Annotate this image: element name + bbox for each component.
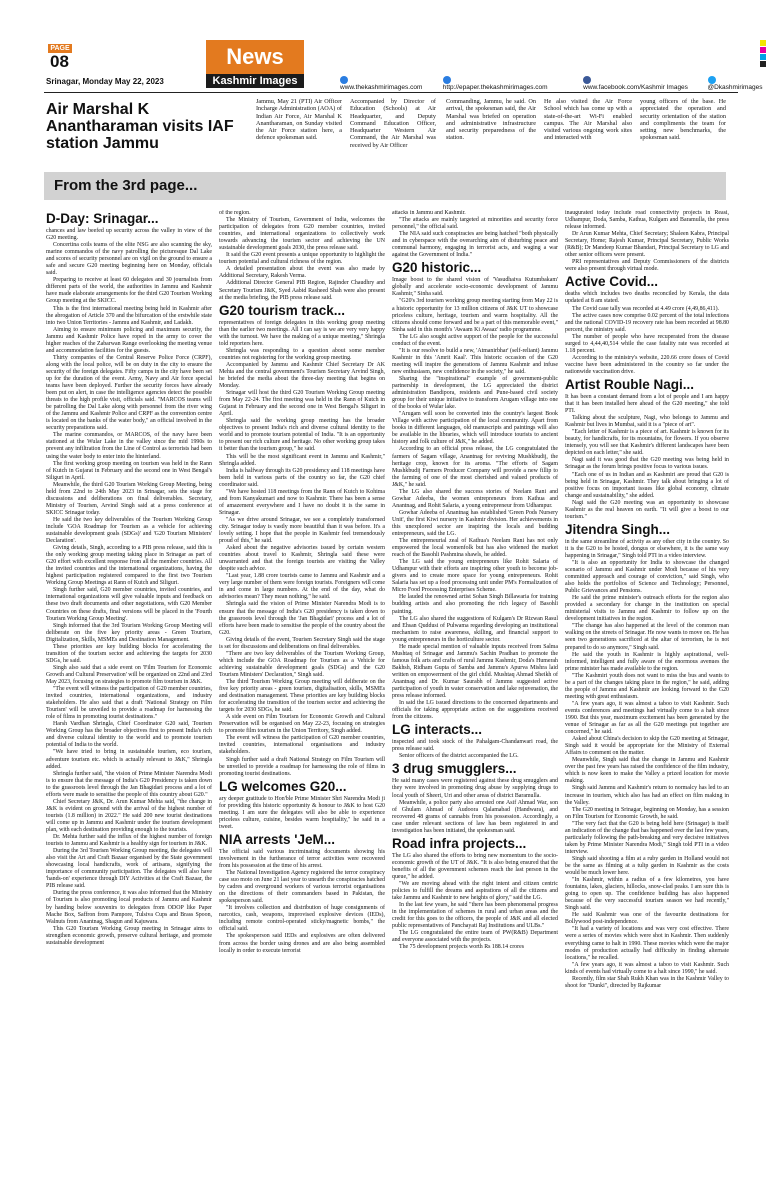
paragraph: Dr. Mehta further said the influx of the highest number of foreign tourists to Jammu and Kashmir is a healthy sign for tourism in J&K. (46, 834, 212, 848)
paragraph: The LG also shared the efforts to bring new momentum to the socio-economic growth of the UT of J&K. "It is also being ensured that the benefits of all the government schemes reach the last person in the queue," he added. (392, 852, 558, 880)
paragraph: In the last few years, he said "there has been phenomenal progress in the implementation of schemes in rural and urban areas and the credit for this goes to the officers, the people of J&K and all elected public representatives of Panchayati Raj Institutions and ULBs." (392, 902, 558, 930)
paragraph: Singh said Jammu and Kashmir's return to normalcy has led to an increase in tourism, which also has had an effect on film making in the Valley. (565, 785, 729, 806)
paragraph: He said the two key deliverables of the Tourism Working Group include 'GOA Roadmap for Tourism as a vehicle for achieving sustainable development goals (SDGs)' and 'G20 Tourism Ministers' Declaration'. (46, 516, 212, 545)
publication-name: Kashmir Images (206, 74, 304, 88)
paragraph: In said the LG issued directions to the concerned departments and officials for taking appropriate action on the suggestions received from the citizens. (392, 700, 558, 721)
paragraph: Thirty companies of the Central Reserve Police Force (CRPF), along with the local police, will be on duty in the city to ensure the security of the foreign delegates. Fifty camps in the city have been set up for the duration of the event. Army, Navy and Air force special teams have been deployed. Further the security forces have already been put on alert, in case the intelligence agencies detect the possible threats to the high profile visit, officials said. "MARCOS teams will be patrolling the Dal Lake along with personnel from the river wing of the Jammu and Kashmir Police and CRPF as the convention centre is located on the banks of the water body," an official involved in the security preparations said. (46, 354, 212, 432)
top-story-col4: He also visited the Air Force School which has come up with a state-of-the-art Wi-Fi enabled campus. The Air Marshal also visited various ongoing work sites and interacted with (544, 98, 632, 142)
paragraph: Nagi said the G20 meeting was an opportunity to showcase Kashmir as the real heaven on earth. "It will give a boost to our tourism." (565, 499, 729, 520)
paragraph: The National Investigation Agency registered the terror conspiracy case suo moto on June 21 last year to unearth the conspiracies hatched by cadres and overground workers of various terrorist organisations on the directions of their commanders based in Pakistan, the spokesperson said. (219, 870, 385, 905)
paragraph: The LG also shared the success stories of Neelam Rani and Gowhar Adeeba, the women entrepreneurs from Kathua and Anantnag, and Rohit Salaria, a young entrepreneur from Udhampur. (392, 488, 558, 509)
section-band (44, 172, 726, 200)
paragraph: chances and law beefed up security across the valley in view of the G20 meeting. (46, 228, 212, 242)
paragraph: He said Kashmir was one of the favourite destinations for Bollywood post-independence. (565, 912, 729, 926)
paragraph: Singh further said a draft National Strategy on Film Tourism will be unveiled to provide a roadmap for harnessing the role of films in promoting tourist destinations. (219, 756, 385, 777)
paragraph: Image boost to the shared vision of 'Vasudhaiva Kutumbakam' globally and accelerate socio-economic development of Jammu Kashmir," Sinha said. (392, 277, 558, 298)
paragraph: The entrepreneurial zeal of Kathua's Neelam Rani has not only empowered the local womenfolk but has also widened the market reach of the Basohli Pashmina shawls, he added. (392, 538, 558, 559)
paragraph: The G20 meeting in Srinagar, beginning on Monday, has a session on Film Tourism for Economic Growth, he said. (565, 806, 729, 820)
article-headline: LG interacts... (392, 722, 483, 738)
paragraph: Giving details of the event, Tourism Secretary Singh said the stage is set for discussions and deliberations on final deliverables. (219, 636, 385, 650)
article-headline: NIA arrests 'JeM... (219, 831, 336, 847)
section-band-title: From the 3rd page... (54, 177, 198, 194)
paragraph: Shringla said the vision of Prime Minister Narendra Modi is to ensure that the message of India's G20 presidency is taken down to the grassroots level through the 'Jan Bhagidari' process and a lot of efforts have been made to sensitise the people of the country about the G20. (219, 601, 385, 636)
paragraph: Additional Director General PIB Region, Rajinder Chaudhry and Secretary Tourism J&K, Syed Aabid Rasheed Shah were also present at the media briefing, the PIB press release said. (219, 280, 385, 301)
section-logo (206, 40, 304, 94)
globe-icon (443, 76, 451, 84)
top-story-col3: Commanding, Jammu, he said. On arrival, the spokesman said, the Air Marshal was briefed on operation and administrative infrastructure and security preparedness of the station. (446, 98, 536, 142)
paragraph: According to an official press release, the LG congratulated the farmers of Sagam village, Anantnag for reviving Mushkbudij, the heritage crop, known for its aroma. "The efforts of Sagam Mushkbudij Farmers Producer Company will provide a new fillip to the farming of one of the most cherished and valued products of J&K," he said. (392, 446, 558, 488)
paragraph: During the press conference, it was also informed that the Ministry of Tourism is also promoting local products of Jammu and Kashmir by handing below souvenirs to delegates from ODOP like Paper Mache Box, Saffron from Pampore, Tulsiva Cups and Brass Spoon, Walnuts from Anantnag, Shagun and Kajuwara. (46, 890, 212, 925)
paragraph: He said the prime minister's outreach efforts for the region also provided a secondary for change in the institution on special ministerial visits to Jammu and Kashmir to follow up on the development initiatives in the region. (565, 595, 729, 623)
paragraph: Singh informed that the 3rd Tourism Working Group Meeting will deliberate on the five key priority areas - Green Tourism, Digitalization, Skills, MSMEs and Destination Management. (46, 622, 212, 643)
paragraph: The LG also shared the suggestions of Kulgam's Dr Rizwan Rasul and Ehsan Quddusi of Pulwama regarding developing an institutional mechanism to raise awareness, skilling, and financial support to young entrepreneurs in the horticulture sector. (392, 615, 558, 643)
paragraph: He said the youth in Kashmir is highly aspirational, well-informed, intelligent and fully aware of the enormous avenues the prime minister has made available to the region. (565, 651, 729, 672)
globe-icon (340, 76, 348, 84)
paragraph: "The attacks are mainly targeted at minorities and security force personnel," the official said. (392, 217, 558, 231)
paragraph: This G20 Tourism Working Group meeting in Srinagar aims to strengthen economic growth, preserve cultural heritage, and promote sustainable development (46, 925, 212, 946)
paragraph: "G20's 3rd tourism working group meeting starting from May 22 is a historic opportunity for 13 million citizens of J&K UT to showcase priceless culture, heritage, tourism and warm hospitality. All the citizens should come forward and be a part of this memorable event," Sinha said in this month's 'Awaam Ki Awaaz' radio programme. (392, 298, 558, 333)
paragraph: "It had a variety of locations and was very cost effective. There were a series of movies which were shot in Kashmir. Then suddenly everything came to halt in 1990. These movies which were the major modes of production actually had difficulty in finding alternate locations," he recalled. (565, 926, 729, 961)
paragraph: The NIA said such conspiracies are being hatched "both physically and in cyberspace with the overarching aim of disturbing peace and communal harmony, engaging in terrorist acts, and waging a war against the Government of India." (392, 231, 558, 259)
paragraph: Nagi said it was good that the G20 meeting was being held in Srinagar as the forum brings positive focus to various issues. (565, 457, 729, 471)
paragraph: He made special mention of valuable inputs received from Salma Mushtaq of Srinagar and Jammu's Sachin Pradhan to promote the famous folk arts and crafts of rural Jammu Kashmir, Doda's Humerah Bakhsh, Ridham Gupta of Samba and Jammu's Apurva Mishra laid written on empowerment of the girl child. Mushtaq Ahmad Sheikh of Anantnag and Dr. Kumar Saurabh of Jammu suggested active participation of youth in water conservation and lake rejuvenation, the press release informed. (392, 643, 558, 700)
article-headline: Road infra projects... (392, 835, 527, 851)
paragraph: It said the G20 event presents a unique opportunity to highlight the tourism potential and cultural richness of the region. (219, 252, 385, 266)
article-headline: G20 historic... (392, 260, 482, 276)
issue-date: Srinagar, Monday May 22, 2023 (46, 77, 164, 86)
article-headline: 3 drug smugglers... (392, 761, 517, 777)
paragraph: A detailed presentation about the event was also made by Additional Secretary, Rakesh Verma. (219, 266, 385, 280)
header-rule (44, 92, 738, 93)
paragraph: During the 3rd Tourism Working Group meeting, the delegates will also visit the Art and Craft Bazaar organised by the State government showcasing local handicrafts, work of artisans, signifying the importance of community participation. The delegates will also have 'hands-on' experience through DIY Activities at the Craft Bazaar, the PIB release said. (46, 848, 212, 890)
paragraph: Senior officers of the district accompanied the LG. (399, 753, 519, 760)
paragraph: Preparing to receive at least 60 delegates and 30 journalists from different parts of the world, the authorities in Jammu and Kashmir have made elaborate arrangements for the third G20 Tourism Working Group meeting at the SKICC. (46, 277, 212, 305)
color-registration-marks (760, 40, 768, 68)
paragraph: "We have tried to bring in sustainable tourism, eco tourism, adventure tourism etc. which is actually relevant to J&K," Shringla added. (46, 749, 212, 770)
paragraph: "A few years ago, it was almost a taboo to visit Kashmir. Such events conferences and meetings had virtually come to a halt since 1990. But this year, maximum excitement has been generated by the venue of Srinagar as far as all the G20 meetings put together are concerned," he said. (565, 700, 729, 736)
paragraph: The event will witness the participation of G20 member countries, invited countries, international organisations and industry stakeholders. (219, 735, 385, 756)
paragraph: The official said various incriminating documents showing his involvement in the furtherance of terror activities were recovered from his possession at the time of his arrest. (219, 848, 385, 869)
masthead (0, 0, 770, 92)
paragraph: "Arugam will soon be converted into the country's largest Book Village with active participation of the local community. Apart from books in different languages, old manuscripts and paintings will also be available in the libraries, which will introduce tourists to ancient history and folk culture of J&K," he added. (392, 411, 558, 446)
paragraph: The marine commandos, or MARCOS, of the navy have been stationed at the Wular Lake in the valley since the mid 1990s to prevent any infiltration from the Line of Control as terrorists had been using the water body to enter into the hinterland. (46, 432, 212, 460)
paragraph: "As we drive around Srinagar, we see a completely transformed city. Srinagar today is vastly more beautiful than it was before. It's a lovely setting. I hope that the people in Kashmir feel tremendously proud of this," he said. (219, 516, 385, 545)
paragraph: inspected and took stock of the Pahalgam-Chandanwari road, the press release said. (392, 739, 558, 753)
paragraph: in the same streamline of activity as any other city in the country. So it is the G20 to be hosted, dongus or elsewhere, it is the same way happening in Srinagar," Singh told PTI in a video interview. (565, 538, 729, 559)
paragraph: of the region. (219, 210, 251, 216)
paragraph: ary deeper gratitude to Hon'ble Prime Minister Shri Narendra Modi ji for providing this historic opportunity & honour to J&K to host G20 meeting. I am sure the delegates will also be able to experience priceless culture, cuisine, besides warm hospitality," he said in a tweet. (219, 795, 385, 830)
article-headline: LG welcomes G20... (219, 778, 347, 794)
paragraph: Meanwhile, a police party also arrested one Asif Ahmad War, son of Ghulam Ahmad of Audoora Qalamabad (Handwara), and recovered 48 grams of cannabis from his possession. Accordingly, a case under relevant sections of law has been registered in and investigation has been initiated, the spokesman said. (392, 799, 558, 834)
paragraph: Talking about the sculpture, Nagi, who belongs to Jammu and Kashmir but lives in Mumbai, said it is a "piece of art". (565, 415, 729, 429)
paragraph: Shringla further said, "the vision of Prime Minister Narendra Modi is to ensure that the message of India's G20 Presidency is taken down to the grassroots level through the Jan Bhagidari process and a lot of efforts were made to sensitise the people of this country about G20." (46, 770, 212, 798)
paragraph: The LG congratulated the entire team of PW(R&B) Department and everyone associated with the projects. (392, 930, 558, 944)
top-story-headline-block (46, 101, 260, 152)
column-4 (565, 210, 729, 1170)
paragraph: The LG said the young entrepreneurs like Rohit Salaria of Udhampur with their efforts are inspiring other youth to become job-givers and to create more space for young entrepreneurs. Rohit Salaria has set up a food processing unit under PM's Formalization of Micro Food Processing Enterprises Scheme. (392, 559, 558, 594)
paragraph: Recently, film star Shah Rukh Khan was in the Kashmir Valley to shoot for "Dunki", directed by Rajkumar (565, 975, 729, 989)
paragraph: Srinagar will host the third G20 Tourism Working Group meeting from May 22-24. The first meeting was held in the Rann of Kutch in Gujarat in February and the second one in West Bengal's Siliguri in April. (219, 390, 385, 418)
paragraph: This will be the most significant event in Jammu and Kashmir," Shringla added. (219, 453, 385, 467)
paragraph: This is the first international meeting being held in Kashmir after the abrogation of Article 370 and the bifurcation of the erstwhile state into two Union Territories - Jammu and Kashmir, and Ladakh. (46, 305, 212, 326)
paragraph: Singh also said that a side event on 'Film Tourism for Economic Growth and Cultural Preservation' will be organized on 22nd and 23rd May 2023, focusing on strategies to promote film tourism in J&K. (46, 664, 212, 685)
paragraph: Singh said shooting a film at a ruby garden in Holland would not be the same as filming at a tulip garden in Kashmir as the costs would be much lower here. (565, 855, 729, 877)
paragraph: "A few years ago, it was almost a taboo to visit Kashmir. Such kinds of events had virtually come to a halt since 1990," he said. (565, 961, 729, 975)
epaper-link[interactable]: http://epaper.thekashmirimages.com (443, 76, 553, 91)
article-headline: Artist Rouble Nagi... (565, 376, 695, 392)
paragraph: The LG also sought active support of the people for the successful conduct of the event. (392, 333, 558, 347)
paragraph: "The very fact that the G20 is being held here (Srinagar) is itself an indication of the change that has happened over the last few years, particularly following the path-breaking and very decisive initiatives taken by Prime Minister Narendra Modi," Singh told PTI in a video interview. (565, 820, 729, 855)
paragraph: "It is our resolve to build a new, 'Atmanirbhar' (self-reliant) Jammu Kashmir in this 'Amrit Kaal'. This historic occasion of the G20 meeting will inspire the generations of Jammu Kashmir and infuse new enthusiasm, new confidence in the society," he said. (392, 347, 558, 375)
column-3 (392, 210, 558, 1170)
article-headline: Active Covid... (565, 274, 659, 290)
paragraph: "Last year, 1.88 crore tourists came to Jammu and Kashmir and a very large number of them were foreign tourists. Foreigners will come in and come in large numbers. At the end of the day, what do advisories mean? They mean nothing," he said. (219, 573, 385, 601)
paragraph: Aiming to ensure minimum policing and maximum security, the Jammu and Kashmir Police have roped in the army to cover the higher reaches of the Zabarwan Range overlooking the meeting venue and accommodation facilities for the guests. (46, 326, 212, 354)
column-1 (46, 210, 212, 1170)
paragraph: He lauded the renowned artist Sohan Singh Billawaria for training budding artists and also promoting the rich legacy of Basohli painting. (392, 594, 558, 615)
paragraph: "In Kashmir, within a radius of a few kilometres, you have fountains, lakes, glaciers, hillocks, snow-clad peaks. I am sure this is going to open up. The confidence building has also happened because of the very successful tourism season we had recently," Singh said. (565, 877, 729, 912)
twitter-link[interactable]: @Dkashmirimages (708, 76, 770, 91)
paragraph: inaugurated today include road connectivity projects in Reasi, Udhampur, Doda, Samba, Kathua, Kulgam and Baramulla, the press release informed. (565, 210, 729, 231)
paragraph: Asked about China's decision to skip the G20 meeting at Srinagar, Singh said it would be appropriate for the Ministry of External Affairs to comment on the matter. (565, 736, 729, 757)
paragraph: Meanwhile, the third G20 Tourism Working Group Meeting, being held from 22nd to 24th May 2023 in Srinagar, sets the stage for discussions and deliberations on final deliverables. Secretary, Ministry of Tourism, Arvind Singh said at a press conference at SKICC Srinagar today. (46, 481, 212, 516)
paragraph: Giving details, Singh, according to a PIB press release, said this is the only working group meeting taking place in Srinagar as part of G20 effort with excellent response from all the member countries. All the invited countries and the international organizations, having the highest participation registered compared to the first two Tourism Working Group Meetings at Rann of Kutch and Siliguri. (46, 545, 212, 587)
paragraph: Gowhar Adeeba of Anantnag has established 'Green Pods Nursery Unit', the first Kiwi nursery in Kashmir division. Her achievements in this unexplored sector are inspiring the locals and budding entrepreneurs, said the LG. (392, 509, 558, 538)
paragraph: Concertina coils teams of the elite NSG are also scanning the sky, marine commandos of the navy patrolling the picturesque Dal Lake and scores of security personnel are on vigil on the ground to ensure a safe and secure G20 meeting beginning here on Monday, officials said. (46, 242, 212, 277)
top-story-headline: Air Marshal K Anantharaman visits IAF station Jammu (46, 101, 234, 152)
paragraph: The 75 development projects worth Rs 188.14 crores (399, 944, 524, 951)
article-headline: Jitendra Singh... (565, 521, 671, 537)
paragraph: Dr Arun Kumar Mehta, Chief Secretary; Shaleen Kabra, Principal Secretary, Home; Rajesh Kumar, Principal Secretary, Public Works (R&B); Dr Mandeep Kumar Bhandari, Principal Secretary to LG and other senior officers were present. (565, 231, 729, 259)
page-number: 08 (50, 52, 69, 71)
paragraph: "It is also an opportunity for India to showcase the changed scenario of Jammu and Kashmir under Modi because of his very committed approach and courage of conviction," said Singh, who also holds the portfolios of Science and Technology; Personnel, Public Grievances and Pensions. (565, 559, 729, 595)
paragraph: Accompanied by Jammu and Kashmir Chief Secretary Dr AK Mehta and the central government's Tourism Secretary Arvind Singh, he briefed the media about the three-day meeting that begins on Monday. (219, 361, 385, 390)
paragraph: "The Kashmiri youth does not want to miss the bus and wants to be a part of the changes taking place in the region," he said, adding the people of Jammu and Kashmir are looking forward to the G20 meeting with great enthusiasm. (565, 672, 729, 700)
paragraph: India is halfway through its G20 presidency and 118 meetings have been held in various parts of the country so far, the G20 chief coordinator said. (219, 467, 385, 488)
paragraph: The spokesperson said IEDs and explosives are often delivered from across the border using drones and are also being assembled locally in order to execute terrorist (219, 933, 385, 954)
paragraph: Meanwhile, Singh said that the change in Jammu and Kashmir over the past few years has raised the confidence of the film industry, which is now keen to make the Valley a prized location for movie making. (565, 757, 729, 785)
paragraph: The number of people who have recuperated from the disease surged to 4,44,40,514 while the case fatality rate was recorded at 1.18 percent. (565, 333, 729, 354)
paragraph: Sharing the "inspirational" example of government-public partnership in development, the LG appreciated the district administration Bandipora, residents and Pune-based civil society group for their unique initiative to transform Arugam village into one of the books of Wular lake. (392, 375, 558, 411)
top-story-col1: Jammu, May 21 (PTI) Air Officer Incharge Administration (AOA) of Indian Air Force, Air Marshal K Anantharaman, on Sunday visited the Air Force station here, a defence spokesman said. (256, 98, 342, 142)
paragraph: "We are moving ahead with the right intent and citizen centric policies to fulfill the dreams and aspirations of all the citizens and take Jammu and Kashmir to new heights of glory," said the LG. (392, 880, 558, 902)
paragraph: "The change has also happened at the level of the common man walking on the streets of Srinagar. He now wants to move on. He has seen two generations sacrificed at the altar of terrorism, he is not prepared to do so anymore," Singh said. (565, 623, 729, 651)
paragraph: Singh further said, G20 member countries, invited countries, and international organizations will give valuable inputs and feedback on these two draft documents and other negotiations, with G20 Member Countries on these drafts, final versions will be placed in the 'Fourth Tourism Working Group Meeting'. (46, 587, 212, 622)
paragraph: "We have hosted 118 meetings from the Rann of Kutch to Kohima and from Kanyakumari and now to Kashmir. There has been a sense of amazement everywhere and I have no doubt it is the same in Srinagar. (219, 488, 385, 516)
section-name: News (206, 40, 304, 74)
paragraph: According to the ministry's website, 220.66 crore doses of Covid vaccine have been administered in the country so far under the nationwide vaccination drive. (565, 354, 729, 375)
paragraph: The Covid case tally was recorded at 4.49 crore (4,49,86,411). (572, 305, 719, 312)
paragraph: Chief Secretary J&K, Dr. Arun Kumar Mehta said, "the change in J&K is evident on ground with the arrival of the highest number of tourists (1.8 million) in 2022." He said 200 new tourist destinations will come up in Jammu and Kashmir under the tourism development plan, with each destination providing enough to the tourists. (46, 798, 212, 833)
top-story-col2: Accompanied by Director of Education (Schools) at Air Headquarter, and Deputy Command Education Officer, Headquarter Western Air Command, the Air Marshal was received by Air Officer (350, 98, 436, 149)
paragraph: attacks in Jammu and Kashmir. (392, 210, 466, 216)
paragraph: He said many cases were registered against these drug smugglers and they were involved in promoting drug abuse by supplying drugs to local youth of Sheeri, Uri and other areas of district Baramulla. (392, 778, 558, 799)
article-headline: D-Day: Srinagar... (46, 211, 159, 226)
facebook-link[interactable]: www.facebook.com/Kashmir Images (583, 76, 693, 91)
paragraph: "There are two key deliverables of the Tourism Working Group, which include the GOA Roadmap for Tourism as a Vehicle for achieving sustainable development goals (SDGs) and the G20 Tourism Ministers' Declaration," Singh said. (219, 650, 385, 678)
paragraph: These priorities are key building blocks for accelerating the transition of the tourism sector and achieving the targets for 2030 SDGs, he said. (46, 643, 212, 664)
paragraph: The Ministry of Tourism, Government of India, welcomes the participation of delegates from G20 member countries, invited countries, and international organizations to collectively work towards advancing the tourism sector and achieving the UN sustainable development goals 2030, the press release said. (219, 217, 385, 252)
column-2 (219, 210, 385, 1170)
article-headline: G20 tourism track... (219, 302, 346, 318)
web-links (340, 76, 770, 91)
top-story-col5: young officers of the base. He appreciated the operation and security orientation of the station and compliments the team for setting new benchmarks, the spokesman said. (640, 98, 726, 142)
paragraph: PRI representatives and Deputy Commissioners of the districts were also present through virtual mode. (565, 259, 729, 273)
facebook-icon (583, 76, 591, 84)
twitter-icon (708, 76, 716, 84)
page-label: PAGE (48, 44, 72, 53)
paragraph: It has been a constant demand from a lot of people and I am happy that it has been installed here ahead of the G20 meeting," she told PTI. (565, 393, 729, 415)
paragraph: Shringla said the working group meeting has the broader objectives to present India's rich and diverse cultural identity to the world and to promote tourism potential of India. "It is an opportunity to present our rich culture and heritage. No other working group takes it better than the tourism group," he said. (219, 418, 385, 453)
paragraph: representatives of foreign delegates in this working group meeting than the earlier two meetings. All I can say is we are very very happy with the turnout. We have the making of a unique meeting," Shringla told reporters here. (219, 319, 385, 347)
website-link[interactable]: www.thekashmirimages.com (340, 76, 429, 91)
paragraph: The third Tourism Working Group meeting will deliberate on the five key priority areas - green tourism, digitalisation, skills, MSMEs and destination management. These priorities are key building blocks for accelerating the transition of the tourism sector and achieving the targets for 2030 SDGs, he said. (219, 679, 385, 714)
paragraph: Asked about the negative advisories issued by certain western countries about travel to Kashmir, Shringla said these were unwarranted and that the foreign tourists are visiting the Valley despite such advice. (219, 545, 385, 573)
paragraph: "The event will witness the participation of G20 member countries, invited countries, international organizations, and industry stakeholders. He also said that a draft 'National Strategy on Film Tourism' will be unveiled to provide a roadmap for harnessing the role of films in promoting tourist destinations." (46, 686, 212, 721)
paragraph: "It involves collection and distribution of huge consignments of narcotics, cash, weapons, improvised explosive devices (IEDs), including remote control-operated sticky/magnetic bombs," the official said. (219, 905, 385, 933)
paragraph: Harsh Vardhan Shringla, Chief Coordinator G20 said, Tourism Working Group has the broader objectives first to present India's rich and diverse cultural identity to the world and to promote tourism potential of India to the world. (46, 721, 212, 749)
paragraph: "Each one of us in Indian and as Kashmiri are proud that G20 is being held in Srinagar, Kashmir. They talk about bringing a lot of positive focus on important issues like global economy, climate change and sustainability," she added. (565, 471, 729, 499)
paragraph: The first working group meeting on tourism was held in the Rann of Kutch in Gujarat in February and the second one in West Bengal's Siliguri in April. (46, 460, 212, 481)
paragraph: The active cases now comprise 0.02 percent of the total infections and the national COVID-19 recovery rate has been recorded at 98.80 percent, the ministry said. (565, 312, 729, 333)
paragraph: A side event on Film Tourism for Economic Growth and Cultural Preservation will be organised on May 22-23, focusing on strategies to promote film tourism in the Union Territory, Singh added. (219, 714, 385, 735)
paragraph: Shringla was responding to a question about some member countries not registering for the working group meeting. (219, 347, 385, 361)
paragraph: deaths which includes two deaths reconciled by Kerala, the data updated at 8 am stated. (565, 291, 729, 305)
paragraph: "Each letter of Kashmir is a piece of art. Kashmir is known for its beauty, for handicrafts, for its mountains, for flowers. If you observe intensely, you will see that Kashmir's different landscapes have been depicted on each letter," she said. (565, 429, 729, 457)
